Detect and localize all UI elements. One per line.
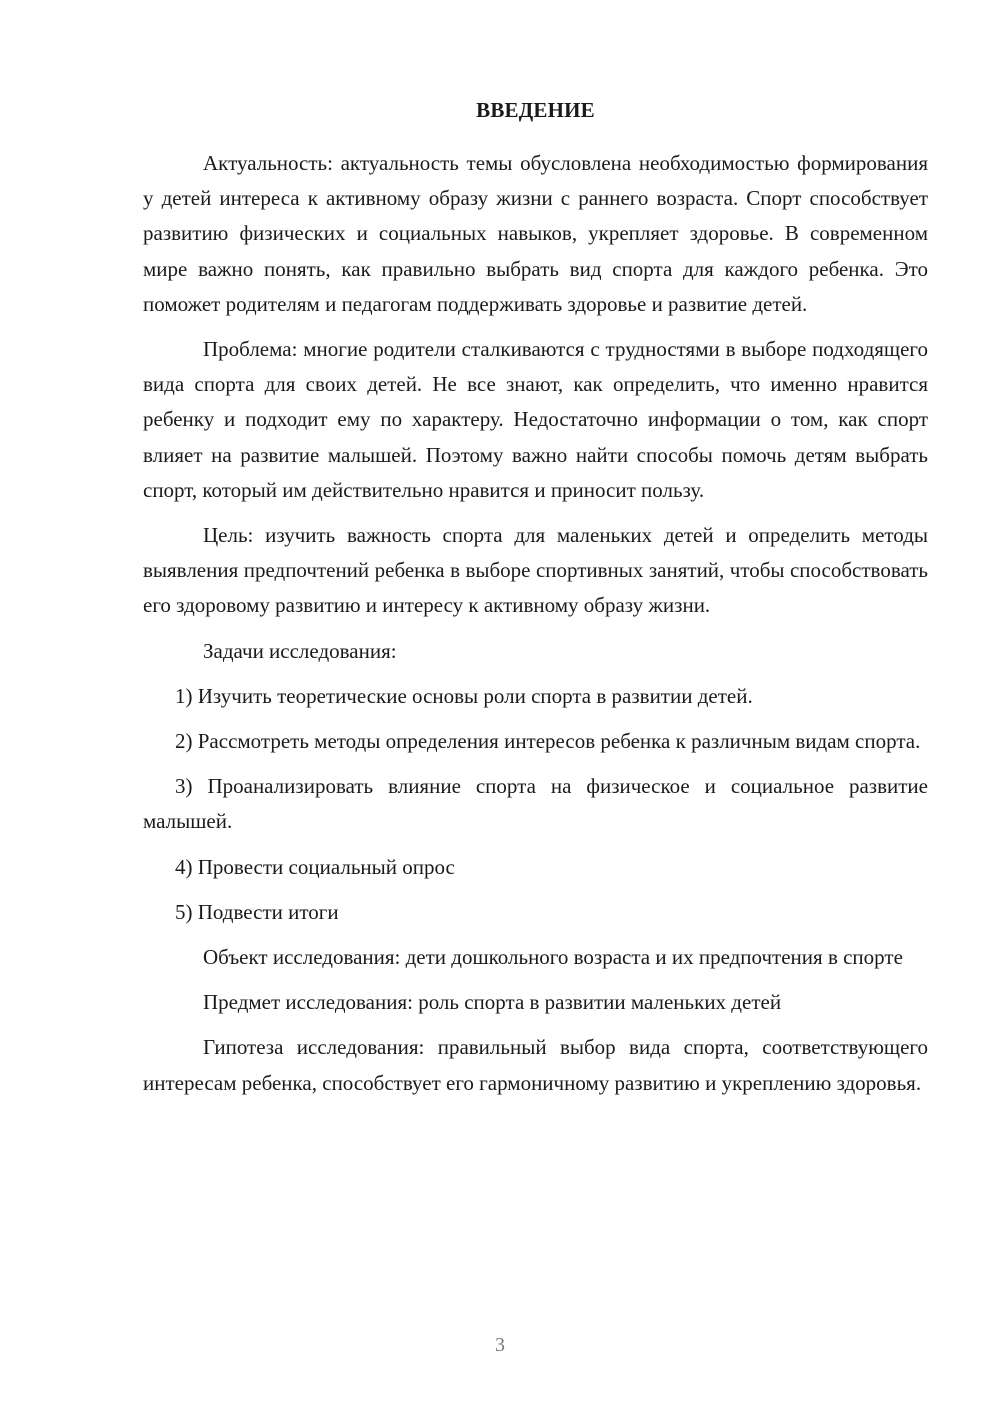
task-item-2: 2) Рассмотреть методы определения интересов ребенка к различным видам спорта. [175,729,921,754]
paragraph-object: Объект исследования: дети дошкольного возраста и их предпочтения в спорте [203,945,903,970]
task-item-1: 1) Изучить теоретические основы роли спорта в развитии детей. [175,683,753,708]
page-content [143,96,928,1111]
paragraph-goal: Цель: изучить важность спорта для маленьких детей и определить методы выявления предпочтений ребенка в выборе спортивных занятий, чтобы способствовать его здоровому развитию и интересу к активному образу жизни. [143,523,928,618]
page-number: 3 [495,1334,505,1356]
tasks-heading: Задачи исследования: [203,638,397,663]
page-title: ВВЕДЕНИЕ [476,98,595,122]
paragraph-relevance: Актуальность: актуальность темы обусловлена необходимостью формирования у детей интереса к активному образу жизни с раннего возраста. Спорт способствует развитию физических и социальных навыков, укрепляет здоровье. В современном мире важно понять, как правильно выбрать вид спорта для каждого ребенка. Это поможет родителям и педагогам поддерживать здоровье и развитие детей. [143,151,928,316]
paragraph-hypothesis: Гипотеза исследования: правильный выбор вида спорта, соответствующего интересам ребенка, способствует его гармоничному развитию и укреплению здоровья. [143,1035,928,1095]
paragraph-problem: Проблема: многие родители сталкиваются с трудностями в выборе подходящего вида спорта для своих детей. Не все знают, как определить, что именно нравится ребенку и подходит ему по характеру. Недостаточно информации о том, как спорт влияет на развитие малышей. Поэтому важно найти способы помочь детям выбрать спорт, который им действительно нравится и приносит пользу. [143,337,928,502]
paragraph-subject: Предмет исследования: роль спорта в развитии маленьких детей [203,990,782,1015]
task-item-3: 3) Проанализировать влияние спорта на физическое и социальное развитие малышей. [143,774,928,834]
task-item-5: 5) Подвести итоги [175,899,339,924]
task-item-4: 4) Провести социальный опрос [175,854,455,879]
